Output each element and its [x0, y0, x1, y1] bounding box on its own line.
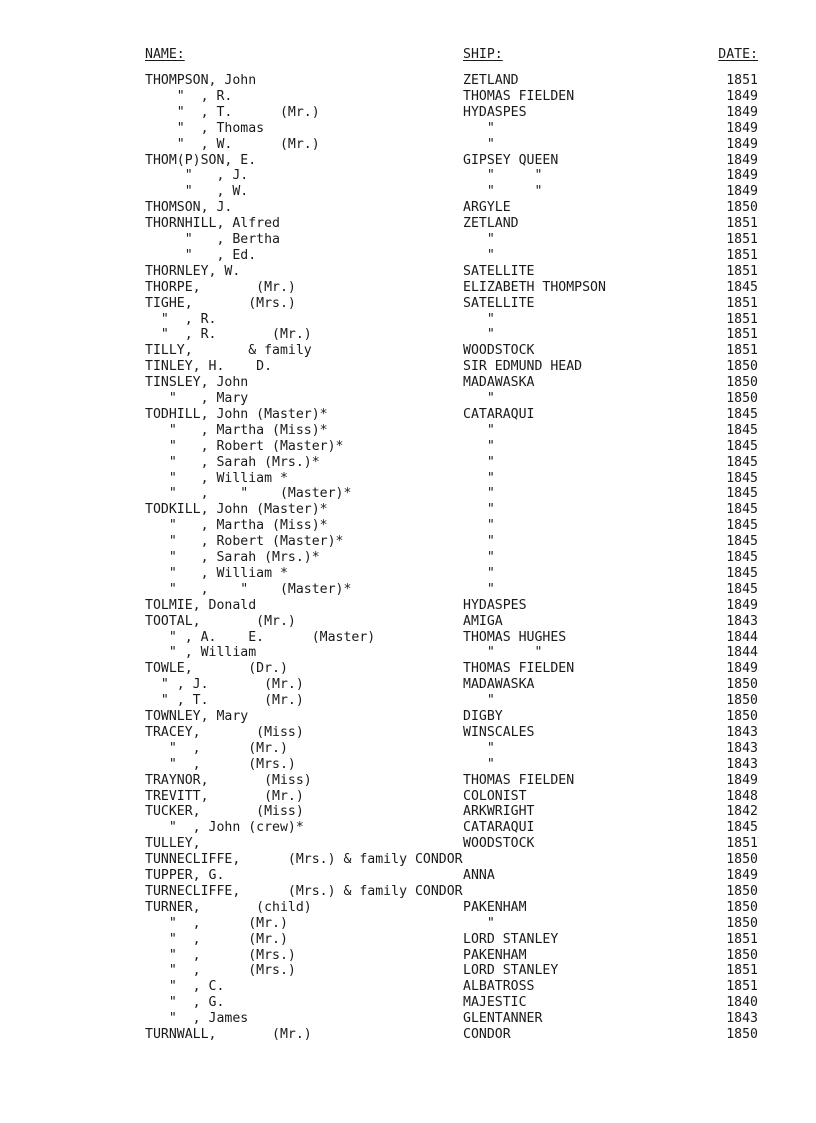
arrival-year: 1851 — [726, 247, 758, 263]
list-row — [0, 89, 816, 105]
ship-name: MADAWASKA — [463, 375, 535, 391]
list-row — [0, 804, 816, 820]
list-row — [0, 216, 816, 232]
list-row — [0, 741, 816, 757]
list-row — [0, 343, 816, 359]
arrival-year: 1851 — [726, 232, 758, 247]
arrival-year: 1845 — [726, 438, 758, 454]
list-row — [0, 153, 816, 169]
ship-name: " — [463, 247, 495, 263]
arrival-year: 1849 — [726, 88, 758, 104]
ship-name: ARKWRIGHT — [463, 804, 535, 820]
passenger-name: TREVITT, (Mr.) — [145, 788, 304, 804]
arrival-year: 1849 — [726, 136, 758, 152]
ship-name: SIR EDMUND HEAD — [463, 359, 583, 375]
ship-name: THOMAS FIELDEN — [463, 661, 575, 677]
name-column-header: NAME: — [145, 47, 185, 62]
list-row — [0, 995, 816, 1011]
list-row — [0, 725, 816, 741]
ship-name: " — [463, 756, 495, 772]
arrival-year: 1849 — [726, 152, 758, 168]
arrival-year: 1843 — [726, 740, 758, 756]
ship-name: " " — [463, 645, 543, 661]
arrival-year: 1850 — [726, 883, 758, 899]
arrival-year: 1850 — [726, 375, 758, 391]
list-row — [0, 455, 816, 471]
passenger-name: THOM(P)SON, E. — [145, 152, 257, 168]
ship-name: HYDASPES — [463, 597, 527, 613]
list-row — [0, 598, 816, 614]
passenger-name: " , Sarah (Mrs.)* — [145, 550, 320, 565]
arrival-year: 1850 — [726, 693, 758, 709]
list-row — [0, 757, 816, 773]
arrival-year: 1851 — [726, 979, 758, 995]
arrival-year: 1849 — [726, 120, 758, 136]
passenger-name: " , T. (Mr.) — [145, 104, 320, 120]
list-row — [0, 789, 816, 805]
arrival-year: 1850 — [726, 899, 758, 915]
list-row — [0, 836, 816, 852]
passenger-name: " , R. (Mr.) — [145, 327, 312, 343]
ship-name: PAKENHAM — [463, 899, 527, 915]
passenger-name: " , C. — [145, 979, 225, 995]
list-row — [0, 693, 816, 709]
passenger-name: " , Martha (Miss)* — [145, 518, 328, 534]
arrival-year: 1840 — [726, 995, 758, 1011]
ship-name: PAKENHAM — [463, 947, 527, 963]
ship-name: " — [463, 550, 495, 565]
ship-name: " — [463, 740, 495, 756]
list-row — [0, 1011, 816, 1027]
ship-name: THOMAS FIELDEN — [463, 772, 575, 788]
list-row — [0, 1027, 816, 1043]
ship-name: MAJESTIC — [463, 995, 527, 1011]
arrival-year: 1843 — [726, 613, 758, 629]
list-row — [0, 582, 816, 598]
list-row — [0, 264, 816, 280]
arrival-year: 1851 — [726, 343, 758, 359]
arrival-year: 1851 — [726, 311, 758, 327]
arrival-year: 1843 — [726, 1011, 758, 1027]
list-row — [0, 534, 816, 550]
ship-name: HYDASPES — [463, 104, 527, 120]
list-row — [0, 645, 816, 661]
arrival-year: 1849 — [726, 168, 758, 184]
ship-name: DIGBY — [463, 709, 503, 724]
list-row — [0, 105, 816, 121]
arrival-year: 1845 — [726, 406, 758, 422]
passenger-name: TOWNLEY, Mary — [145, 709, 249, 724]
arrival-year: 1850 — [726, 709, 758, 724]
ship-name: " — [463, 915, 495, 931]
passenger-name: " , Martha (Miss)* — [145, 422, 328, 438]
passenger-name: TULLEY, — [145, 836, 201, 852]
ship-name: GIPSEY QUEEN — [463, 152, 559, 168]
ship-name: SATELLITE — [463, 295, 535, 311]
ship-name: LORD STANLEY — [463, 963, 559, 979]
ship-name: " — [463, 454, 495, 470]
arrival-year: 1845 — [726, 820, 758, 836]
passenger-name: " , R. — [145, 88, 233, 104]
list-row — [0, 391, 816, 407]
arrival-year: 1849 — [726, 868, 758, 883]
passenger-name: " , W. (Mr.) — [145, 136, 320, 152]
passenger-name: TRACEY, (Miss) — [145, 724, 304, 740]
arrival-year: 1844 — [726, 645, 758, 661]
arrival-year: 1845 — [726, 550, 758, 565]
list-row — [0, 963, 816, 979]
passenger-name: " , William * — [145, 470, 288, 486]
arrival-year: 1851 — [726, 295, 758, 311]
passenger-name: TIGHE, (Mrs.) — [145, 295, 296, 311]
ship-name: WINSCALES — [463, 724, 535, 740]
list-row — [0, 137, 816, 153]
list-row — [0, 280, 816, 296]
passenger-name: " , A. E. (Master) — [145, 629, 376, 645]
header-row — [0, 47, 816, 63]
passenger-name: TINLEY, H. D. — [145, 359, 273, 375]
ship-name: " " — [463, 168, 543, 184]
ship-name: AMIGA — [463, 613, 503, 629]
ship-name: ALBATROSS — [463, 979, 535, 995]
passenger-name: " , Sarah (Mrs.)* — [145, 454, 320, 470]
list-row — [0, 359, 816, 375]
list-row — [0, 518, 816, 534]
list-row — [0, 566, 816, 582]
list-row — [0, 550, 816, 566]
list-row — [0, 248, 816, 264]
arrival-year: 1845 — [726, 502, 758, 518]
ship-name: GLENTANNER — [463, 1011, 543, 1027]
ship-name: " — [463, 581, 495, 597]
passenger-name: " , Thomas — [145, 120, 265, 136]
list-row — [0, 439, 816, 455]
arrival-year: 1851 — [726, 963, 758, 979]
passenger-name: TURNWALL, (Mr.) — [145, 1027, 312, 1042]
list-row — [0, 916, 816, 932]
ship-name: " — [463, 486, 495, 502]
list-row — [0, 630, 816, 646]
passenger-name: THOMPSON, John — [145, 73, 257, 88]
ship-name: ZETLAND — [463, 216, 519, 232]
passenger-name: THORNHILL, Alfred — [145, 216, 280, 232]
passenger-name: " , James — [145, 1011, 249, 1027]
list-row — [0, 932, 816, 948]
ship-name: LORD STANLEY — [463, 931, 559, 947]
list-row — [0, 661, 816, 677]
list-row — [0, 232, 816, 248]
arrival-year: 1845 — [726, 486, 758, 502]
passenger-name: TODHILL, John (Master)* — [145, 406, 328, 422]
arrival-year: 1850 — [726, 947, 758, 963]
arrival-year: 1845 — [726, 454, 758, 470]
list-row — [0, 773, 816, 789]
arrival-year: 1842 — [726, 804, 758, 820]
arrival-year: 1851 — [726, 836, 758, 852]
arrival-year: 1850 — [726, 852, 758, 868]
passenger-name: " , " (Master)* — [145, 486, 352, 502]
passenger-name: " , William — [145, 645, 257, 661]
ship-name: " — [463, 470, 495, 486]
passenger-name: " , Robert (Master)* — [145, 534, 344, 550]
passenger-name: " , J. — [145, 168, 249, 184]
list-row — [0, 677, 816, 693]
passenger-name: THOMSON, J. — [145, 200, 233, 216]
ship-name: THOMAS FIELDEN — [463, 88, 575, 104]
passenger-name: " , J. (Mr.) — [145, 677, 304, 693]
passenger-name: " , Bertha — [145, 232, 280, 247]
ship-name: " — [463, 502, 495, 518]
passenger-name: TILLY, & family — [145, 343, 312, 359]
arrival-year: 1851 — [726, 216, 758, 232]
ship-name: COLONIST — [463, 788, 527, 804]
arrival-year: 1845 — [726, 470, 758, 486]
list-row — [0, 327, 816, 343]
list-row — [0, 979, 816, 995]
passenger-name: TOWLE, (Dr.) — [145, 661, 288, 677]
arrival-year: 1850 — [726, 391, 758, 406]
ship-name: ARGYLE — [463, 200, 511, 216]
passenger-name: " , R. — [145, 311, 217, 327]
ship-name: WOODSTOCK — [463, 343, 535, 359]
passenger-name: " , (Mr.) — [145, 915, 288, 931]
arrival-year: 1843 — [726, 756, 758, 772]
arrival-year: 1849 — [726, 597, 758, 613]
passenger-name: TUNNECLIFFE, (Mrs.) & family CONDOR — [145, 852, 463, 868]
list-row — [0, 375, 816, 391]
passenger-name: TUPPER, G. — [145, 868, 225, 883]
arrival-year: 1850 — [726, 359, 758, 375]
arrival-year: 1845 — [726, 581, 758, 597]
passenger-name: " , (Mrs.) — [145, 963, 296, 979]
passenger-name: " , Ed. — [145, 247, 257, 263]
passenger-name: " , T. (Mr.) — [145, 693, 304, 709]
passenger-name: TINSLEY, John — [145, 375, 249, 391]
ship-name: " — [463, 565, 495, 581]
passenger-name: " , (Mrs.) — [145, 947, 296, 963]
ship-name: " — [463, 136, 495, 152]
ship-name: ZETLAND — [463, 73, 519, 88]
arrival-year: 1849 — [726, 184, 758, 200]
list-row — [0, 868, 816, 884]
list-row — [0, 407, 816, 423]
ship-column-header: SHIP: — [463, 47, 503, 62]
list-row — [0, 184, 816, 200]
date-column-header: DATE: — [718, 47, 758, 62]
passenger-name: THORPE, (Mr.) — [145, 279, 296, 295]
passenger-name: THORNLEY, W. — [145, 263, 241, 279]
list-row — [0, 820, 816, 836]
ship-name: " — [463, 120, 495, 136]
arrival-year: 1851 — [726, 73, 758, 88]
passenger-name: " , (Mrs.) — [145, 756, 296, 772]
list-row — [0, 884, 816, 900]
arrival-year: 1844 — [726, 629, 758, 645]
ship-name: " — [463, 438, 495, 454]
ship-name: CATARAQUI — [463, 820, 535, 836]
ship-name: ANNA — [463, 868, 495, 883]
list-row — [0, 900, 816, 916]
list-row — [0, 423, 816, 439]
arrival-year: 1850 — [726, 1027, 758, 1042]
ship-name: MADAWASKA — [463, 677, 535, 693]
passenger-name: " , W. — [145, 184, 249, 200]
arrival-year: 1845 — [726, 279, 758, 295]
arrival-year: 1845 — [726, 422, 758, 438]
list-row — [0, 614, 816, 630]
passenger-name: " , (Mr.) — [145, 740, 288, 756]
list-row — [0, 121, 816, 137]
list-row — [0, 168, 816, 184]
list-row — [0, 852, 816, 868]
passenger-name: " , G. — [145, 995, 225, 1011]
arrival-year: 1851 — [726, 327, 758, 343]
arrival-year: 1845 — [726, 518, 758, 534]
passenger-name: TURNECLIFFE, (Mrs.) & family CONDOR — [145, 883, 463, 899]
passenger-name: TOLMIE, Donald — [145, 597, 257, 613]
ship-name: " — [463, 311, 495, 327]
list-row — [0, 486, 816, 502]
ship-name: WOODSTOCK — [463, 836, 535, 852]
ship-name: " — [463, 327, 495, 343]
passenger-name: TUCKER, (Miss) — [145, 804, 304, 820]
ship-name: " — [463, 534, 495, 550]
list-row — [0, 709, 816, 725]
arrival-year: 1848 — [726, 788, 758, 804]
arrival-year: 1849 — [726, 661, 758, 677]
passenger-name: " , Mary — [145, 391, 249, 406]
passenger-name: TODKILL, John (Master)* — [145, 502, 328, 518]
passenger-name: " , Robert (Master)* — [145, 438, 344, 454]
arrival-year: 1851 — [726, 931, 758, 947]
ship-name: ELIZABETH THOMPSON — [463, 279, 606, 295]
passenger-name: TOOTAL, (Mr.) — [145, 613, 296, 629]
arrival-year: 1850 — [726, 677, 758, 693]
ship-name: " " — [463, 184, 543, 200]
arrival-year: 1849 — [726, 104, 758, 120]
arrival-year: 1850 — [726, 200, 758, 216]
list-row — [0, 73, 816, 89]
list-row — [0, 471, 816, 487]
ship-name: " — [463, 693, 495, 709]
ship-name: THOMAS HUGHES — [463, 629, 567, 645]
list-row — [0, 296, 816, 312]
ship-name: " — [463, 422, 495, 438]
ship-name: " — [463, 232, 495, 247]
ship-name: CONDOR — [463, 1027, 511, 1042]
passenger-name: " , William * — [145, 565, 288, 581]
list-row — [0, 200, 816, 216]
arrival-year: 1851 — [726, 263, 758, 279]
passenger-name: TURNER, (child) — [145, 899, 312, 915]
arrival-year: 1849 — [726, 772, 758, 788]
ship-name: CATARAQUI — [463, 406, 535, 422]
ship-name: " — [463, 391, 495, 406]
list-row — [0, 312, 816, 328]
ship-name: SATELLITE — [463, 263, 535, 279]
passenger-name: " , (Mr.) — [145, 931, 288, 947]
arrival-year: 1845 — [726, 534, 758, 550]
arrival-year: 1845 — [726, 565, 758, 581]
list-row — [0, 502, 816, 518]
arrival-year: 1850 — [726, 915, 758, 931]
passenger-name: " , " (Master)* — [145, 581, 352, 597]
arrival-year: 1843 — [726, 724, 758, 740]
passenger-name: " , John (crew)* — [145, 820, 304, 836]
ship-name: " — [463, 518, 495, 534]
list-row — [0, 948, 816, 964]
passenger-name: TRAYNOR, (Miss) — [145, 772, 312, 788]
